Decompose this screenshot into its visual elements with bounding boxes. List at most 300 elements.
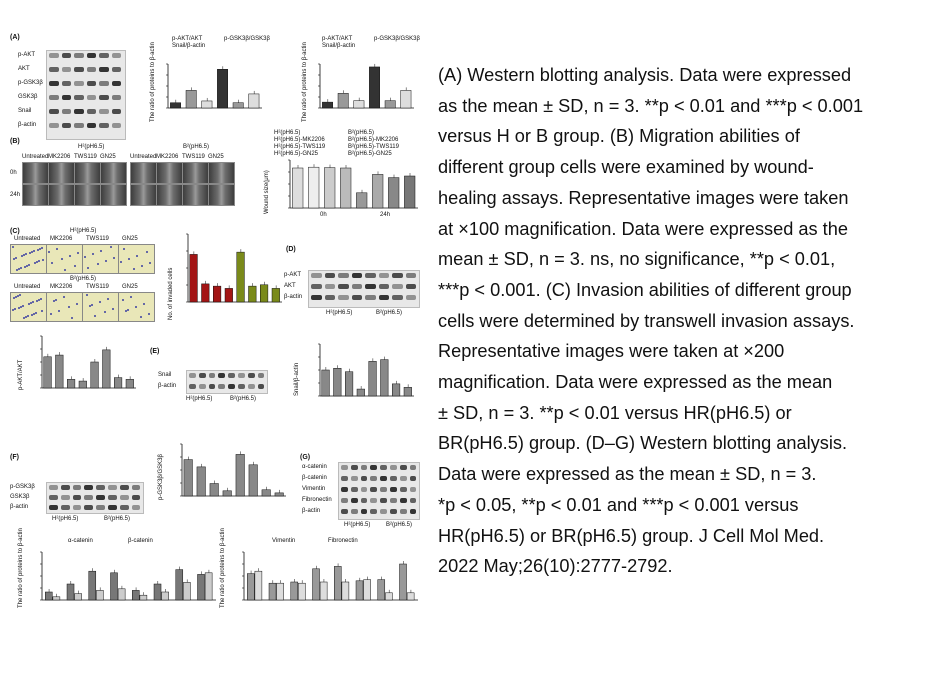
legend-item: B²(pH6.5)-MK2206 bbox=[348, 137, 399, 143]
blot-band bbox=[74, 123, 84, 128]
cell-dot bbox=[40, 298, 42, 300]
blot-band bbox=[238, 384, 245, 389]
legend-item: H²(pH6.5)-GN25 bbox=[274, 151, 319, 157]
blot-band bbox=[112, 67, 122, 72]
bar bbox=[357, 389, 365, 396]
cell-dot bbox=[50, 313, 52, 315]
y-axis-label: p-GSK3β/GSK3β bbox=[158, 454, 164, 500]
blot-band bbox=[96, 495, 105, 500]
legend-item: B²(pH6.5)-GN25 bbox=[348, 151, 392, 157]
transwell-image bbox=[82, 244, 119, 274]
bar bbox=[334, 368, 342, 396]
group-label: B²(pH6.5) bbox=[104, 516, 131, 522]
wound-image bbox=[208, 162, 235, 184]
bar bbox=[210, 484, 219, 496]
cell-dot bbox=[27, 315, 29, 317]
blot-band bbox=[410, 509, 417, 514]
blot-band bbox=[49, 53, 59, 58]
bar bbox=[96, 590, 103, 600]
bar bbox=[176, 570, 183, 600]
caption-line: Representative images were taken at ×200 bbox=[438, 341, 785, 362]
group-label: H²(pH6.5) bbox=[78, 144, 105, 150]
blot-row-label: α-catenin bbox=[302, 464, 327, 470]
bar bbox=[369, 361, 377, 396]
column-label: Untreated bbox=[14, 284, 41, 290]
bar bbox=[118, 589, 125, 600]
wound-image bbox=[74, 162, 101, 184]
cell-dot bbox=[15, 257, 17, 259]
bar bbox=[378, 580, 385, 600]
blot-row-label: β-actin bbox=[18, 122, 37, 128]
bar bbox=[45, 592, 52, 600]
blot-band bbox=[49, 485, 58, 490]
blot-band bbox=[351, 476, 358, 481]
cell-dot bbox=[39, 248, 41, 250]
column-label: GN25 bbox=[208, 154, 224, 160]
blot-band bbox=[74, 109, 84, 114]
cell-dot bbox=[23, 254, 25, 256]
legend-item: p-AKT/AKT bbox=[322, 36, 353, 42]
blot-row-label: β-actin bbox=[10, 504, 29, 510]
bar bbox=[56, 355, 64, 388]
bar bbox=[334, 566, 341, 600]
blot-row-label: p-GSK3β bbox=[18, 80, 43, 86]
blot-row-label: p-GSK3β bbox=[10, 484, 35, 490]
bar bbox=[217, 69, 227, 108]
blot-band bbox=[248, 384, 255, 389]
column-label: TWS119 bbox=[86, 236, 109, 242]
bar bbox=[205, 573, 212, 600]
blot-band bbox=[410, 487, 417, 492]
blot-band bbox=[49, 109, 59, 114]
column-label: TWS119 bbox=[74, 154, 97, 160]
cell-dot bbox=[19, 294, 21, 296]
blot-band bbox=[108, 505, 117, 510]
blot-band bbox=[406, 284, 417, 289]
cell-dot bbox=[91, 304, 93, 306]
blot-band bbox=[62, 123, 72, 128]
cell-dot bbox=[130, 296, 132, 298]
bar bbox=[249, 465, 258, 496]
panel-label: (C) bbox=[10, 228, 20, 235]
cell-dot bbox=[28, 264, 30, 266]
blot-band bbox=[338, 284, 349, 289]
cell-dot bbox=[127, 309, 129, 311]
cell-dot bbox=[104, 311, 106, 313]
blot-band bbox=[370, 509, 377, 514]
column-label: MK2206 bbox=[48, 154, 71, 160]
blot-band bbox=[74, 67, 84, 72]
blot-row-label: p-AKT bbox=[18, 52, 36, 58]
legend-item: p-GSK3β/GSK3β bbox=[224, 36, 270, 42]
blot-band bbox=[341, 476, 348, 481]
column-label: MK2206 bbox=[156, 154, 179, 160]
cell-dot bbox=[86, 294, 88, 296]
bar bbox=[255, 571, 262, 600]
wound-image bbox=[208, 184, 235, 206]
wound-image bbox=[48, 162, 75, 184]
bar bbox=[313, 569, 320, 600]
legend-item: B²(pH6.5)-TWS119 bbox=[348, 144, 399, 150]
blot-band bbox=[361, 476, 368, 481]
cell-dot bbox=[37, 249, 39, 251]
blot-band bbox=[248, 373, 255, 378]
blot-band bbox=[49, 67, 59, 72]
blot-band bbox=[351, 509, 358, 514]
cell-dot bbox=[12, 309, 14, 311]
blot-band bbox=[379, 273, 390, 278]
cell-dot bbox=[77, 252, 79, 254]
blot-band bbox=[209, 373, 216, 378]
bar bbox=[356, 193, 367, 208]
blot-band bbox=[87, 95, 97, 100]
legend-item: β-catenin bbox=[128, 538, 153, 544]
blot-band bbox=[73, 495, 82, 500]
wound-image bbox=[22, 162, 49, 184]
blot-band bbox=[218, 384, 225, 389]
bar bbox=[114, 378, 122, 388]
blot-band bbox=[62, 67, 72, 72]
caption-line: (A) Western blotting analysis. Data were expressed bbox=[438, 65, 852, 85]
blot-band bbox=[87, 53, 97, 58]
blot-band bbox=[365, 295, 376, 300]
caption-line: at ×100 magnification. Data were expressed as the bbox=[438, 218, 848, 239]
bar bbox=[236, 454, 245, 496]
column-label: Untreated bbox=[22, 154, 49, 160]
bar bbox=[322, 370, 330, 396]
group-label: H²(pH6.5) bbox=[70, 228, 97, 234]
blot-row-label: GSK3β bbox=[18, 94, 38, 100]
blot-band bbox=[311, 284, 322, 289]
caption-line: healing assays. Representative images were taken bbox=[438, 187, 849, 208]
bar bbox=[407, 593, 414, 600]
blot-band bbox=[132, 495, 141, 500]
bar bbox=[53, 597, 60, 600]
bar bbox=[170, 103, 180, 108]
blot-band bbox=[361, 487, 368, 492]
cell-dot bbox=[16, 269, 18, 271]
cell-dot bbox=[136, 255, 138, 257]
cell-dot bbox=[71, 317, 73, 319]
blot-band bbox=[400, 498, 407, 503]
blot-band bbox=[49, 95, 59, 100]
bar bbox=[132, 590, 139, 600]
bar bbox=[190, 254, 198, 302]
blot-band bbox=[84, 505, 93, 510]
legend-item: H²(pH6.5)-TWS119 bbox=[274, 144, 326, 150]
blot-band bbox=[120, 495, 129, 500]
blot-band bbox=[74, 95, 84, 100]
bar bbox=[340, 168, 351, 208]
bar bbox=[369, 67, 379, 108]
bar bbox=[364, 580, 371, 600]
group-label: H²(pH6.5) bbox=[344, 522, 371, 528]
bar bbox=[269, 583, 276, 600]
blot-band bbox=[49, 123, 59, 128]
bar bbox=[385, 593, 392, 600]
cell-dot bbox=[23, 317, 25, 319]
bar bbox=[275, 493, 284, 496]
y-axis-label: Wound size(μm) bbox=[264, 170, 270, 214]
bar bbox=[184, 460, 193, 496]
cell-dot bbox=[123, 248, 125, 250]
cell-dot bbox=[28, 303, 30, 305]
blot-band bbox=[390, 498, 397, 503]
blot-band bbox=[361, 465, 368, 470]
blot-band bbox=[61, 495, 70, 500]
bar bbox=[345, 372, 353, 396]
blot-band bbox=[108, 495, 117, 500]
bar-chart-e bbox=[298, 330, 418, 445]
blot-band bbox=[73, 485, 82, 490]
y-axis-label: The ratio of proteins to β-actin bbox=[220, 528, 226, 608]
cell-dot bbox=[31, 314, 33, 316]
blot-band bbox=[199, 384, 206, 389]
group-label: B²(pH6.5) bbox=[230, 396, 257, 402]
caption-line: HR(pH6.5) or BR(pH6.5) group. J Cell Mol Med. bbox=[438, 525, 825, 546]
bar bbox=[154, 584, 161, 600]
blot-band bbox=[400, 487, 407, 492]
group-label: B²(pH6.5) bbox=[376, 310, 403, 316]
bar-chart-a1 bbox=[146, 38, 266, 143]
legend-item: Vimentin bbox=[272, 538, 296, 544]
blot-row-label: β-actin bbox=[302, 508, 321, 514]
cell-dot bbox=[148, 313, 150, 315]
cell-dot bbox=[33, 313, 35, 315]
blot-row-label: Snail bbox=[18, 108, 32, 114]
blot-band bbox=[325, 295, 336, 300]
blot-band bbox=[351, 487, 358, 492]
blot-band bbox=[338, 273, 349, 278]
bar bbox=[381, 360, 389, 396]
blot-row-label: AKT bbox=[284, 283, 296, 289]
group-label: H²(pH6.5) bbox=[186, 396, 213, 402]
caption-line: mean ± SD, n = 3. ns, no significance, **p < 0.01, bbox=[438, 249, 836, 270]
bar bbox=[247, 574, 254, 600]
blot-band bbox=[228, 373, 235, 378]
cell-dot bbox=[55, 299, 57, 301]
blot-band bbox=[380, 476, 387, 481]
blot-band bbox=[108, 485, 117, 490]
wound-image bbox=[156, 184, 183, 206]
cell-dot bbox=[112, 308, 114, 310]
blot-band bbox=[189, 373, 196, 378]
bar bbox=[356, 581, 363, 600]
cell-dot bbox=[141, 265, 143, 267]
caption-line: different group cells were examined by wound- bbox=[438, 157, 814, 178]
column-label: GN25 bbox=[100, 154, 116, 160]
y-axis-label: The ratio of proteins to β-actin bbox=[302, 42, 308, 122]
bar bbox=[162, 592, 169, 600]
bar bbox=[197, 467, 206, 496]
cell-dot bbox=[21, 255, 23, 257]
blot-band bbox=[341, 498, 348, 503]
column-label: MK2206 bbox=[50, 284, 73, 290]
bar bbox=[277, 583, 284, 600]
cell-dot bbox=[42, 259, 44, 261]
wound-image bbox=[48, 184, 75, 206]
cell-dot bbox=[36, 261, 38, 263]
blot-band bbox=[84, 485, 93, 490]
wound-image bbox=[130, 162, 157, 184]
blot-band bbox=[132, 485, 141, 490]
blot-band bbox=[325, 273, 336, 278]
bar bbox=[385, 101, 395, 108]
caption-line: 2022 May;26(10):2777-2792. bbox=[438, 556, 673, 577]
blot-band bbox=[380, 465, 387, 470]
blot-band bbox=[410, 476, 417, 481]
cell-dot bbox=[94, 315, 96, 317]
blot-band bbox=[62, 109, 72, 114]
bar bbox=[213, 286, 221, 302]
blot-band bbox=[338, 295, 349, 300]
y-axis-label: p-AKT/AKT bbox=[18, 359, 24, 390]
blot-band bbox=[120, 505, 129, 510]
cell-dot bbox=[125, 310, 127, 312]
blot-row-label: β-catenin bbox=[302, 475, 327, 481]
cell-dot bbox=[15, 296, 17, 298]
cell-dot bbox=[51, 262, 53, 264]
cell-dot bbox=[92, 253, 94, 255]
wound-image bbox=[22, 184, 49, 206]
blot-band bbox=[49, 495, 58, 500]
blot-band bbox=[406, 273, 417, 278]
cell-dot bbox=[99, 301, 101, 303]
blot-band bbox=[87, 123, 97, 128]
blot-band bbox=[74, 53, 84, 58]
cell-dot bbox=[64, 269, 66, 271]
blot-band bbox=[96, 485, 105, 490]
legend-item: B²(pH6.5) bbox=[348, 130, 375, 136]
cell-dot bbox=[35, 312, 37, 314]
row-label: 0h bbox=[10, 170, 17, 176]
blot-band bbox=[61, 505, 70, 510]
blot-band bbox=[370, 487, 377, 492]
cell-dot bbox=[18, 307, 20, 309]
blot-band bbox=[99, 67, 109, 72]
cell-dot bbox=[74, 265, 76, 267]
cell-dot bbox=[84, 256, 86, 258]
blot-row-label: p-AKT bbox=[284, 272, 302, 278]
bar-chart-a2 bbox=[298, 38, 418, 143]
bar bbox=[388, 178, 399, 208]
cell-dot bbox=[14, 308, 16, 310]
panel-label: (G) bbox=[300, 454, 311, 461]
blot-band bbox=[84, 495, 93, 500]
column-label: Untreated bbox=[130, 154, 157, 160]
bar bbox=[91, 362, 99, 388]
bar bbox=[324, 168, 335, 208]
blot-band bbox=[87, 81, 97, 86]
cell-dot bbox=[133, 268, 135, 270]
blot-band bbox=[209, 384, 216, 389]
bar-chart-g bbox=[222, 538, 422, 643]
legend-item: Snail/β-actin bbox=[172, 43, 206, 49]
blot-band bbox=[365, 284, 376, 289]
bar bbox=[249, 94, 259, 108]
blot-band bbox=[390, 509, 397, 514]
cell-dot bbox=[12, 246, 14, 248]
cell-dot bbox=[110, 246, 112, 248]
blot-band bbox=[258, 373, 265, 378]
cell-dot bbox=[120, 261, 122, 263]
blot-band bbox=[380, 487, 387, 492]
blot-band bbox=[400, 476, 407, 481]
cell-dot bbox=[128, 258, 130, 260]
bar bbox=[400, 564, 407, 600]
blot-band bbox=[311, 295, 322, 300]
cell-dot bbox=[20, 306, 22, 308]
legend-item: H²(pH6.5)-MK2206 bbox=[274, 137, 325, 143]
wound-image bbox=[100, 184, 127, 206]
bar bbox=[75, 594, 82, 600]
cell-dot bbox=[13, 297, 15, 299]
blot-row-label: β-actin bbox=[284, 294, 303, 300]
blot-band bbox=[99, 81, 109, 86]
blot-band bbox=[199, 373, 206, 378]
caption-line: as the mean ± SD, n = 3. **p < 0.01 and ***p < 0.001 bbox=[438, 95, 864, 116]
panel-label: (B) bbox=[10, 138, 20, 145]
bar bbox=[392, 384, 400, 396]
blot-band bbox=[390, 476, 397, 481]
group-label: H²(pH6.5) bbox=[52, 516, 79, 522]
wound-image bbox=[130, 184, 157, 206]
column-label: Untreated bbox=[14, 236, 41, 242]
blot-band bbox=[410, 498, 417, 503]
blot-band bbox=[311, 273, 322, 278]
cell-dot bbox=[13, 258, 15, 260]
blot-band bbox=[410, 465, 417, 470]
bar bbox=[89, 571, 96, 600]
blot-band bbox=[62, 53, 72, 58]
blot-band bbox=[370, 465, 377, 470]
cell-dot bbox=[146, 251, 148, 253]
bar bbox=[111, 573, 118, 600]
cell-dot bbox=[20, 267, 22, 269]
bar bbox=[103, 350, 111, 388]
transwell-image bbox=[82, 292, 119, 322]
wound-image bbox=[100, 162, 127, 184]
y-axis-label: Snail/β-actin bbox=[294, 362, 300, 396]
cell-dot bbox=[143, 303, 145, 305]
blot-row-label: Vimentin bbox=[302, 486, 326, 492]
cell-dot bbox=[105, 260, 107, 262]
blot-band bbox=[390, 487, 397, 492]
cell-dot bbox=[61, 258, 63, 260]
cell-dot bbox=[26, 265, 28, 267]
bar bbox=[338, 93, 348, 108]
blot-row-label: Fibronectin bbox=[302, 497, 332, 503]
blot-band bbox=[352, 273, 363, 278]
bar bbox=[298, 583, 305, 600]
cell-dot bbox=[89, 305, 91, 307]
blot-row-label: AKT bbox=[18, 66, 30, 72]
bar bbox=[237, 252, 245, 302]
blot-band bbox=[351, 465, 358, 470]
blot-band bbox=[49, 81, 59, 86]
caption-line: magnification. Data were expressed as the mean bbox=[438, 372, 833, 393]
blot-band bbox=[112, 53, 122, 58]
bar bbox=[183, 582, 190, 600]
bar bbox=[126, 379, 134, 388]
cell-dot bbox=[22, 305, 24, 307]
bar bbox=[320, 582, 327, 600]
cell-dot bbox=[63, 296, 65, 298]
cell-dot bbox=[48, 251, 50, 253]
blot-band bbox=[361, 509, 368, 514]
cell-dot bbox=[25, 253, 27, 255]
blot-band bbox=[406, 295, 417, 300]
